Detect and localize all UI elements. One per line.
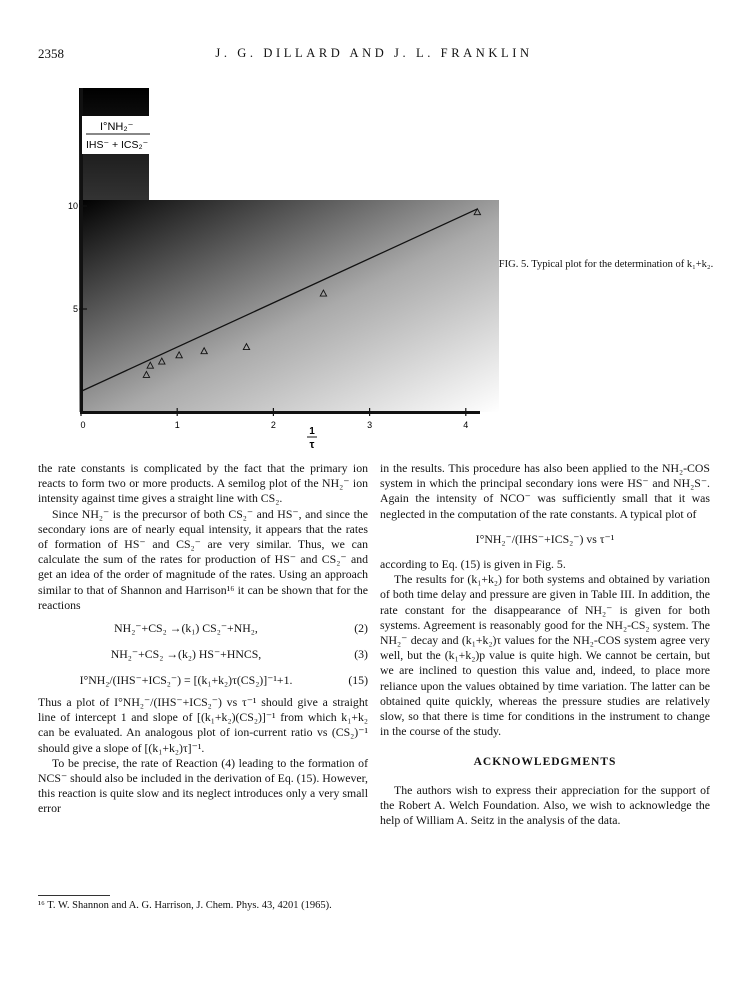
equation-2 [38,621,368,639]
x-tick-label-3: 3 [367,420,373,430]
left-column [38,461,368,817]
running-head: J. G. DILLARD AND J. L. FRANKLIN [215,46,533,60]
y-label-denominator: IHS⁻ + ICS₂⁻ [86,139,149,151]
equation-2-number: (2) [354,621,368,636]
footnote-16: ¹⁶ T. W. Shannon and A. G. Harrison, J. Chem. Phys. 43, 4201 (1965). [38,900,332,911]
right-column [380,461,710,828]
x-tick-label-0: 0 [80,420,86,430]
x-axis [80,411,480,414]
x-tick-label-2: 2 [270,420,276,430]
equation-15-number: (15) [348,673,368,688]
figure-caption: FIG. 5. Typical plot for the determination of k₁+k₂. [498,259,714,270]
equation-2-body: NH₂⁻+CS₂ →(k₁) CS₂⁻+NH₂, [114,621,258,636]
x-label-denominator: τ [309,439,315,451]
left-paragraph-3: Thus a plot of I°NH₂⁻/(IHS⁻+ICS₂⁻) vs τ⁻¹ should give a straight line of intercept 1 and slope of [(k₁+k₂)(CS₂)]⁻¹ from which k₁+k₂ can be evaluated. An analogous plot of ion-current ratio vs (CS₂)⁻¹ should give a slope of [(k₁+k₂)τ]⁻¹. [38,695,368,755]
plot-shading [79,200,499,412]
x-tick-label-4: 4 [463,420,469,430]
footnote-rule [38,895,110,896]
equation-15-body: I°NH₂/(IHS⁻+ICS₂⁻) = [(k₁+k₂)τ(CS₂)]⁻¹+1. [79,673,293,688]
acknowledgments-heading: ACKNOWLEDGMENTS [473,756,617,769]
y-tick-label-10: 10 [67,201,78,211]
right-paragraph-1: in the results. This procedure has also been applied to the NH₂-COS system in which the principal secondary ions were HS⁻ and NH₂S⁻. Again the intensity of NCO⁻ was sufficiently small that it was neglected in the computation of the rate constants. A typical plot of [380,461,710,521]
y-tick-label-5: 5 [72,304,78,314]
right-equation: I°NH₂⁻/(IHS⁻+ICS₂⁻) vs τ⁻¹ [475,531,615,546]
left-paragraph-4: To be precise, the rate of Reaction (4) leading to the formation of NCS⁻ should also be included in the derivation of Eq. (15). However, this reaction is quite slow and its neglect introduces only a very small error [38,755,368,816]
left-paragraph-1: the rate constants is complicated by the fact that the primary ion reacts to form two or more products. A semilog plot of the NH₂⁻ ion intensity against time gives a straight line with CS₂. [38,461,368,506]
x-tick-label-1: 1 [174,420,180,430]
left-paragraph-2: Since NH₂⁻ is the precursor of both CS₂⁻ and HS⁻, and since the secondary ions are of nearly equal intensity, it appears that the rates of formation of HS⁻ and CS₂⁻ are very similar. Thus, we can calculate the sum of the rates for production of HS⁻ and CS₂⁻ and get an idea of the order of magnitude of the rates. Using an approach similar to that of Shannon and Harrison¹⁶ it can be shown that for the reactions [38,506,368,612]
right-paragraph-3: The results for (k₁+k₂) for both systems and obtained by variation of both time delay and pressure are given in Table III. In addition, the rate constant for the disappearance of NH₂⁻ is given for both systems. Agreement is reasonably good for the NH₂-CS₂ system. The NH₂⁻ decay and (k₁+k₂)τ values for the NH₂-COS system agree very well, but the (k₁+k₂)p value is quite high. We cannot be certain, but we are inclined to question this value and, indeed, to place more reliance upon the values obtained by time variation. The latter can be obtained quite quickly, whereas the pressure studies are relatively slow, so that there is time for conditions in the instrument to change in the course of the study. [380,572,710,739]
equation-3 [38,647,368,665]
equation-15 [38,673,368,691]
figure-5-chart [0,0,748,460]
equation-3-body: NH₂⁻+CS₂ →(k₂) HS⁻+HNCS, [110,647,262,662]
x-label-numerator: 1 [309,426,315,437]
acknowledgments-text: The authors wish to express their appreciation for the support of the Robert A. Welch Foundation. Also, we wish to acknowledge the help of William A. Seitz in the analysis of the data. [380,782,710,828]
y-label-numerator: I°NH₂⁻ [100,121,134,133]
equation-3-number: (3) [354,647,368,662]
page-number: 2358 [38,46,64,61]
right-paragraph-2: according to Eq. (15) is given in Fig. 5. [380,557,566,572]
